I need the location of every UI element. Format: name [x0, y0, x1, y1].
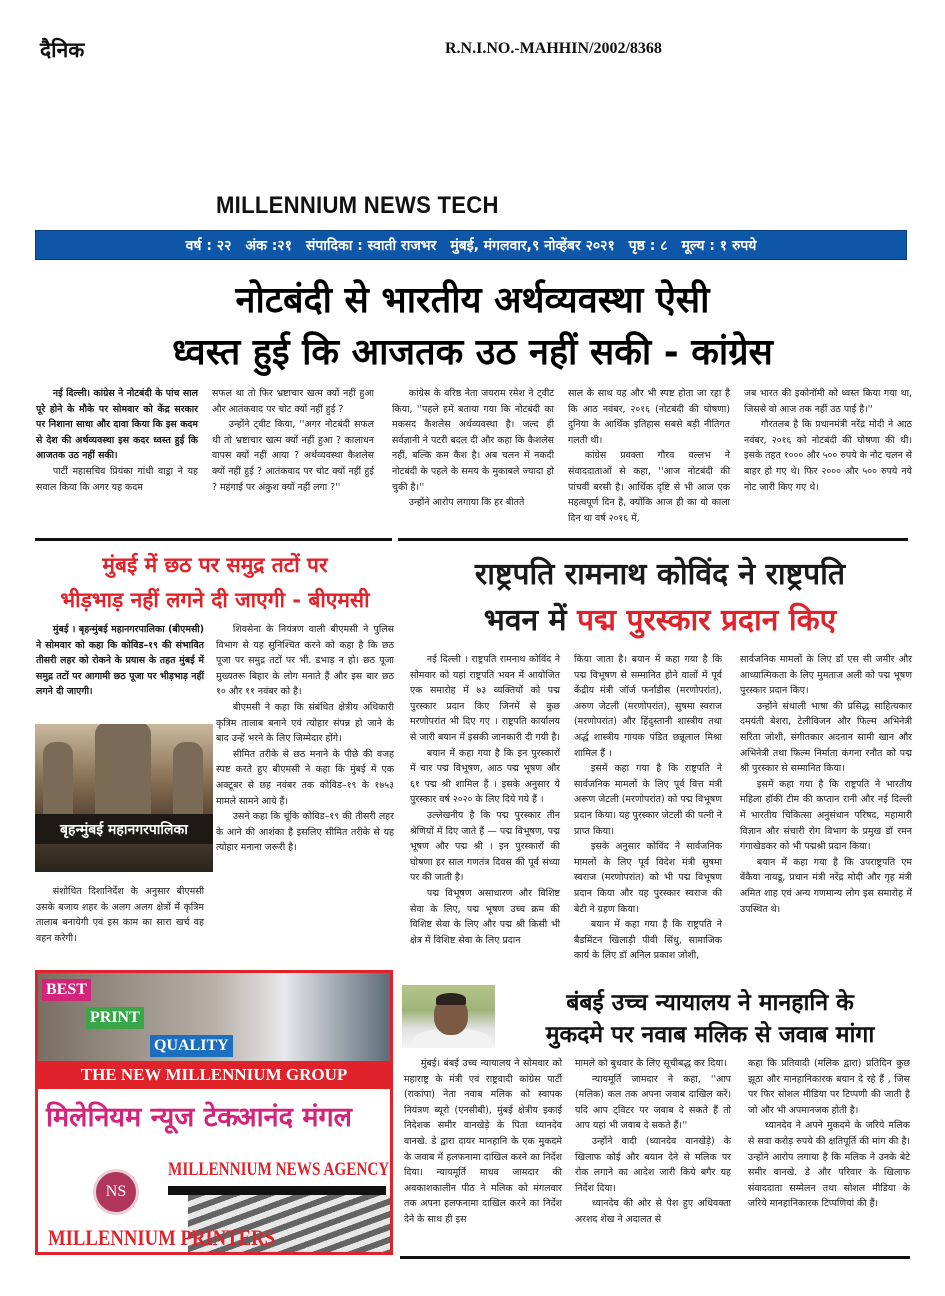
rni-number: R.N.I.NO.-MAHHIN/2002/8368 [445, 40, 662, 57]
paragraph: सफल था तो फिर भ्रष्टाचार खत्म क्यों नहीं हुआ और आतंकवाद पर चोट क्यों नहीं हुई ? [212, 388, 374, 415]
paragraph: इसमें कहा गया है कि राष्ट्रपति ने सार्वजनिक मामलों के लिए पूर्व वित्त मंत्री अरूण जेटली (मरणोपरांत) को पद्म विभूषण प्रदान किया। यह पुरस्कार जेटली की पत्नी ने प्राप्त किया। [574, 763, 722, 837]
paragraph: साल के साथ यह और भी स्पष्ट होता जा रहा है कि आठ नवंबर, २०१६ (नोटबंदी की घोषणा) दुनिया के आर्थिक इतिहास सबसे बड़ी नीतिगत गलती थी। [568, 388, 730, 446]
dainik-label: दैनिक [40, 38, 85, 62]
bhc-headline [500, 987, 920, 1051]
bhc-column-3 [748, 1056, 910, 1212]
paragraph: मुंबई। बंबई उच्च न्यायालय ने सोमवार को महाराष्ट्र के मंत्री एवं राष्ट्रवादी कांग्रेस पार्टी (राकांपा) नेता नवाब मलिक को स्वापक नियंत्रण ब्यूरो (एनसीबी), मुंबई क्षेत्रीय इकाई निदेशक समीर वानखेड़े के पिता ध्यानदेव वानखे. डे द्वारा दायर मानहानि के एक मुकदमे के जवाब में हलफनामा दाखिल करने का निर्देश दिया। न्यायमूर्ति माधव जामदार की अवकाशकालीन पीठ ने मलिक को मंगलवार तक अपना हलफनामा दाखिल करने का निर्देश देने के साथ ही इस [404, 1058, 562, 1225]
paragraph: नई दिल्ली । राष्ट्रपति रामनाथ कोविंद ने सोमवार को यहां राष्ट्रपति भवन में आयोजित एक समारोह में ७३ व्यक्तियों को पद्म पुरस्कार प्रदान किए जिनमें से कुछ मरणोपरांत भी दिए गए । राष्ट्रपति कार्यालय से जारी बयान में इसकी जानकारी दी गयी है। [410, 654, 560, 743]
paragraph: संशोधित दिशानिर्देश के अनुसार बीएमसी उसके बजाय शहर के अलग अलग क्षेत्रों में कृत्रिम तालाब बनायेगी एवं इस काम का सारा खर्च वह वहन करेगी। [36, 886, 204, 944]
paragraph: ध्यानदेव की ओर से पेश हुए अधिवक्ता अरशद शेख ने अदालत से [575, 1198, 731, 1225]
bmc-left-bottom [36, 884, 204, 946]
issue-price: मूल्य : १ रुपये [681, 237, 757, 254]
bmc-headline-line1: मुंबई में छठ पर समुद्र तटों पर [102, 553, 328, 577]
lead-lede: नई दिल्ली। कांग्रेस ने नोटबंदी के पांच साल पूरे होने के मौके पर सोमवार को केंद्र सरकार पर निशाना साधा और दावा किया कि इस कदम से देश की अर्थव्यवस्था इस कदर ध्वस्त हुई कि आजतक उठ नहीं सकी। [36, 388, 198, 462]
padma-headline-line2 [400, 598, 920, 644]
ad-agency-name: MILLENNIUM NEWS AGENCY [168, 1159, 390, 1180]
ad-tag-quality: QUALITY [150, 1035, 233, 1057]
paragraph: इसमें कहा गया है कि राष्ट्रपति ने भारतीय महिला हॉकी टीम की कप्तान रानी और नई दिल्ली में भारतीय चिकित्सा अनुसंधान परिषद, महामारी विज्ञान और संचारी रोग विभाग के प्रमुख डॉ रमन गंगाखेडकर को भी पद्मश्री प्रदान किया। [740, 778, 912, 853]
paragraph: बीएमसी ने कहा कि संबंधित क्षेत्रीय अधिकारी कृत्रिम तालाब बनाने एवं त्योहार संपन्न हो जाने के बाद उन्हें भरने के लिए जिम्मेदार होंगे। [216, 701, 394, 745]
paragraph: उन्होंने आरोप लगाया कि हर बीतते [408, 497, 525, 509]
paragraph: जब भारत की इकोनॉमी को ध्वस्त किया गया था, जिससे वो आज तक नहीं उठ पाई है।'' [744, 388, 912, 415]
ad-logo-icon: NS [93, 1169, 139, 1215]
issue-editor: संपादिका : स्वाती राजभर [305, 237, 437, 254]
lead-headline [30, 275, 915, 379]
paragraph: मामले को बुधवार के लिए सूचीबद्ध कर दिया। [575, 1058, 727, 1069]
ad-tag-print: PRINT [86, 1007, 144, 1029]
paragraph: गौरतलब है कि प्रधानमंत्री नरेंद्र मोदी ने आठ नवंबर, २०१६ को नोटबंदी की घोषणा की थी। इसके तहत १००० और ५०० रुपये के नोट चलन से बाहर हो गए थे। फिर २००० और ५०० रुपये नये नोट जारी किए गए थे। [744, 419, 912, 493]
paragraph: पार्टी महासचिव प्रियंका गांधी वाड्रा ने यह सवाल किया कि अगर यह कदम [36, 465, 198, 493]
issue-number: अंक :२१ [245, 237, 292, 254]
padma-column-2 [574, 652, 722, 964]
ad-tag-best: BEST [42, 979, 91, 1001]
nawab-malik-photo [402, 985, 495, 1048]
padma-headline [400, 552, 920, 644]
paragraph: कांग्रेस के वरिष्ठ नेता जयराम रमेश ने ट्वीट किया, ''पहले हमें बताया गया कि नोटबंदी का मकसद कैशलेस अर्थव्यवस्था है। जल्द ही सर्वज्ञानी ने पटरी बदल दी और कहा कि कैशलेस नहीं, बल्कि कम कैश है। अब चलन में नकदी नोटबंदी के पहले के समय के मुकाबले ज्यादा हो चुकी है।'' [392, 388, 554, 493]
paragraph: न्यायमूर्ति जामदार ने कहा, ''आप (मलिक) कल तक अपना जवाब दाखिल करें। यदि आप ट्विटर पर जवाब दे सकते हैं तो आप यहां भी जवाब दे सकते हैं।'' [575, 1073, 731, 1132]
paragraph: किया जाता है। बयान में कहा गया है कि पद्म विभूषण से सम्मानित होने वालों में पूर्व केंद्रीय मंत्री जॉर्ज फर्नांडीस (मरणोपरांत), अरुण जेटली (मरणोपरांत), सुषमा स्वराज (मरणोपरांत) और हिंदुस्तानी शास्त्रीय तथा अर्द्ध शास्त्रीय गायक पंडित छन्नूलाल मिश्रा शामिल हैं । [574, 654, 722, 759]
millennium-group-advertisement [35, 970, 393, 1255]
bmc-right-column [216, 622, 394, 856]
bmc-headline [35, 548, 395, 618]
bhc-column-2 [575, 1056, 731, 1228]
section-divider [35, 538, 392, 541]
paragraph: उन्होंने ट्वीट किया, ''अगर नोटबंदी सफल थी तो भ्रष्टाचार खत्म क्यों नहीं हुआ ? कालाधन वापस क्यों नहीं आया ? अर्थव्यवस्था कैशलेस क्यों नहीं हुई ? आतंकवाद पर चोट क्यों नहीं हुई ? महंगाई पर अंकुश क्यों नहीं लगा ?'' [212, 419, 374, 493]
paragraph: बयान में कहा गया है कि इन पुरस्कारों में चार पद्म विभूषण, आठ पद्म भूषण और ६१ पद्म श्री शामिल हैं । इसके अनुसार ये पुरस्कार वर्ष २०२० के लिए दिये गये हैं । [410, 747, 560, 806]
paragraph: पद्म विभूषण असाधारण और विशिष्ट सेवा के लिए, पद्म भूषण उच्च क्रम की विशिष्ट सेवा के लिए और पद्म श्री किसी भी क्षेत्र में विशिष्ट सेवा के लिए प्रदान [410, 887, 560, 946]
ad-printers-name: MILLENNIUM PRINTERS [48, 1225, 276, 1250]
ad-group-name: THE NEW MILLENNIUM GROUP [38, 1061, 390, 1089]
ad-publication-2: आनंद मंगल [236, 1102, 352, 1133]
lead-column-3 [392, 386, 554, 511]
lead-column-4 [568, 386, 730, 526]
lead-headline-line1: नोटबंदी से भारतीय अर्थव्यवस्था ऐसी [235, 280, 710, 321]
bhc-headline-line1: बंबई उच्च न्यायालय ने मानहानि के [566, 990, 854, 1016]
paragraph: कहा कि प्रतिवादी (मलिक द्वारा) प्रतिदिन कुछ झूठा और मानहानिकारक बयान दे रहे हैं , जिस पर फिर सोशल मीडिया पर टिप्पणी की जाती है जो और भी अपमानजक होती है। [748, 1058, 910, 1116]
paragraph: शिवसेना के नियंत्रण वाली बीएमसी ने पुलिस विभाग से यह सुनिश्चित करने को कहा है कि छठ पूजा पर समुद्र तटों पर भी. डभाड़ न हो। छठ पूजा मुख्यतरू बिहार के लोग मनाते हैं और इस बार छठ १० और ११ नवंबर को है। [216, 624, 394, 698]
bmc-lede: मुंबई । बृहन्मुंबई महानगरपालिका (बीएमसी) ने सोमवार को कहा कि कोविड–१९ की संभावित तीसरी लहर को रोकने के प्रयास के तहत मुंबई में समुद्र तटों पर आगामी छठ पूजा पर भीड़भाड़ नहीं लगने दी जाएगी। [36, 624, 204, 698]
paragraph: बयान में कहा गया है कि राष्ट्रपति ने बैडमिंटन खिलाड़ी पीवी सिंधु, सामाजिक कार्य के लिए डॉ अनिल प्रकाश जोशी, [574, 919, 722, 962]
paragraph: सीमित तरीके से छठ मनाने के पीछे की वजह स्पष्ट करते हुए बीएमसी ने कहा कि मुंबई में एक अक्टूबर से छह नवंबर तक कोविड–१९ के १७५३ मामले सामने आये हैं। [216, 748, 394, 807]
paragraph: ध्यानदेव ने अपने मुकदमे के जरिये मलिक से सवा करोड़ रुपये की क्षतिपूर्ति की मांग की है। उन्होंने आरोप लगाया है कि मलिक ने उनके बेटे समीर वानखे. डे और परिवार के खिलाफ संवाददाता सम्मेलन तथा सोशल मीडिया के जरिये मानहानिकारक टिप्पणियां की हैं। [748, 1120, 910, 1210]
issue-year: वर्ष : २२ [185, 237, 232, 254]
ad-agency-strip [168, 1186, 386, 1195]
padma-headline-black: भवन में [483, 603, 567, 638]
issue-dateline: मुंबई, मंगलवार,९ नोव्हेंबर २०२१ [450, 237, 615, 254]
bmc-photo-sign: बृहन्मुंबई महानगरपालिका [35, 814, 213, 844]
bmc-building-photo [35, 724, 213, 872]
paragraph: उन्होंने संथाली भाषा की प्रसिद्ध साहित्यकार दमयंती बेशरा, टेलीविजन और फिल्म अभिनेत्री सरिता जोशी, संगीतकार अदनान सामी खान और अभिनेत्री तथा फिल्म निर्माता कंगना रनौत को पद्म श्री पुरस्कार से सम्मानित किया। [740, 700, 912, 775]
paragraph: इसके अनुसार कोविंद ने सार्वजनिक मामलों के लिए पूर्व विदेश मंत्री सुषमा स्वराज (मरणोपरांत) को भी पद्म विभूषण प्रदान किया और यह पुरस्कार स्वराज की बेटी ने ग्रहण किया। [574, 841, 722, 915]
bhc-headline-line2: मुकदमे पर नवाब मलिक से जवाब मांगा [545, 1022, 875, 1048]
bmc-lede-column [36, 622, 204, 700]
lead-headline-line2: ध्वस्त हुई कि आजतक उठ नहीं सकी - कांग्रेस [172, 332, 773, 373]
lead-column-1 [36, 386, 198, 495]
lead-column-2 [212, 386, 374, 495]
bmc-headline-line2: भीड़भाड़ नहीं लगने दी जाएगी - बीएमसी [60, 588, 370, 612]
section-divider [398, 538, 908, 541]
padma-headline-red: पद्म पुरस्कार प्रदान किए [577, 603, 837, 638]
padma-column-3 [740, 652, 912, 917]
padma-column-1 [410, 652, 560, 948]
paragraph: बयान में कहा गया है कि उपराष्ट्रपति एम वेंकैया नायडू, प्रधान मंत्री नरेंद्र मोदी और गृह मंत्री अमित शाह एवं अन्य गणमान्य लोग इस समारोह में उपस्थित थे। [740, 856, 912, 915]
bottom-divider [400, 1256, 910, 1259]
bhc-column-1 [404, 1056, 562, 1228]
issue-info-bar [35, 230, 907, 260]
issue-pages: पृष्ठ : ८ [628, 237, 668, 254]
masthead-title: MILLENNIUM NEWS TECH [216, 192, 499, 219]
lead-column-5 [744, 386, 912, 495]
paragraph: कांग्रेस प्रवक्ता गौरव वल्लभ ने संवाददाताओं से कहा, ''आज नोटबंदी की पांचवीं बरसी है। आर्थिक दृष्टि से भी आज एक महत्वपूर्ण दिन है, क्योंकि आज ही का वो काला दिन था वर्ष २०१६ में, [568, 450, 730, 524]
paragraph: उन्होंने वादी (ध्यानदेव वानखेड़े) के खिलाफ कोई और बयान देने से मलिक पर रोक लगाने का आदेश जारी किये बगैर यह निर्देश दिया। [575, 1135, 731, 1194]
paragraph: सार्वजनिक मामलों के लिए डॉ एस सी जमीर और आध्यात्मिकता के लिए मुमताज अली को पद्म भूषण पुरस्कार प्रदान किए। [740, 654, 912, 697]
ad-publication-1: मिलेनियम न्यूज टेक [46, 1102, 239, 1133]
paragraph: उसने कहा कि चूंकि कोविड–१९ की तीसरी लहर के आने की आशंका है इसलिए सीमित तरीके से यह त्योहार मनाना जरूरी है। [216, 811, 394, 854]
paragraph: उल्लेखनीय है कि पद्म पुरस्कार तीन श्रेणियों में दिए जाते हैं — पद्म विभूषण, पद्म भूषण और पद्म श्री । इन पुरस्कारों की घोषणा हर साल गणतंत्र दिवस की पूर्व संध्या पर की जाती है। [410, 809, 560, 884]
padma-headline-line1: राष्ट्रपति रामनाथ कोविंद ने राष्ट्रपति [474, 557, 846, 592]
